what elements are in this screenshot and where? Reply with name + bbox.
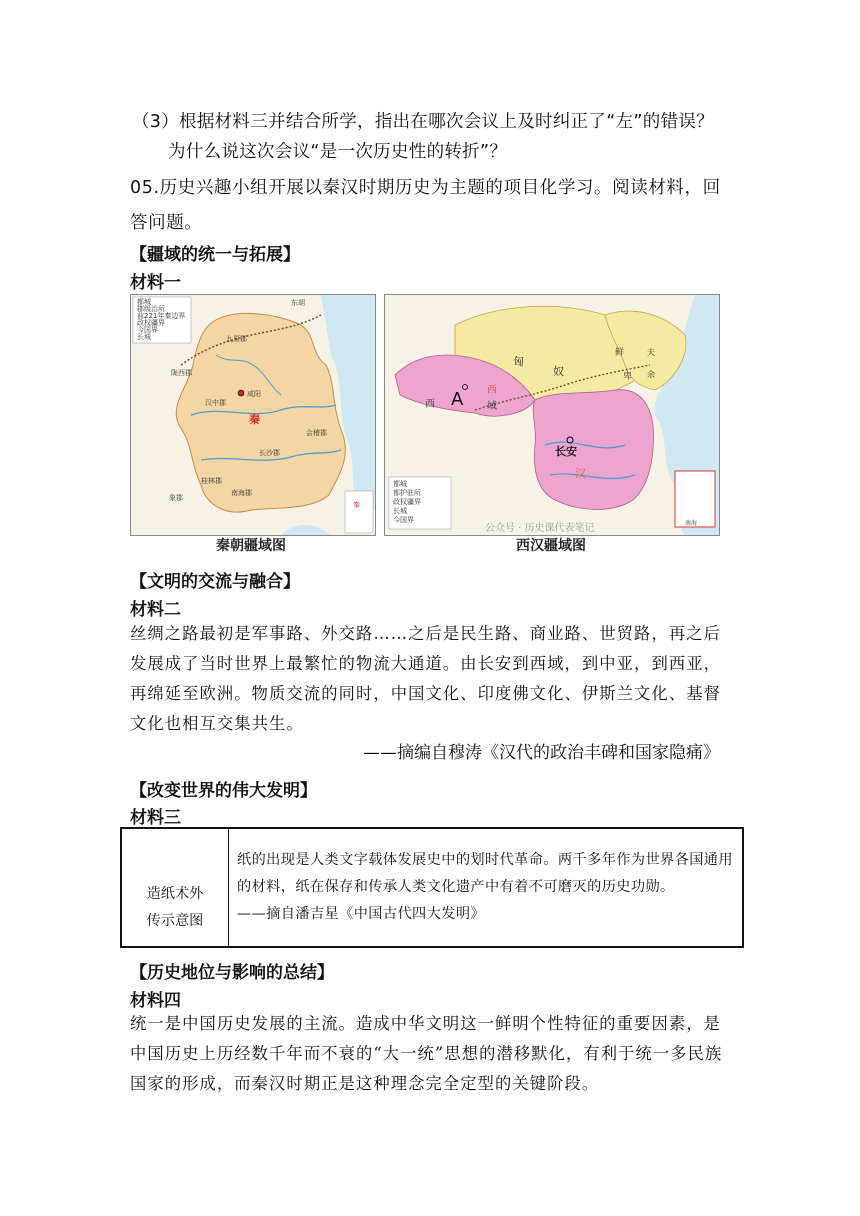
qin-map-caption: 秦朝疆域图	[216, 538, 286, 554]
papermaking-caption-line1: 造纸术外	[146, 885, 204, 902]
material-3-label: 材料三	[130, 808, 181, 828]
qin-legend-5: 长城	[137, 333, 151, 341]
han-inset-label: 南海	[685, 520, 698, 527]
section-title-exchange: 【文明的交流与融合】	[130, 572, 300, 592]
material-2-source: ——摘编自穆涛《汉代的政治丰碑和国家隐痛》	[363, 743, 720, 763]
han-map-caption: 西汉疆域图	[516, 538, 586, 554]
han-label-changan: 长安	[555, 445, 577, 458]
papermaking-diagram-cell	[121, 828, 229, 947]
qin-label-qin: 秦	[249, 413, 260, 426]
section-title-territory: 【疆域的统一与拓展】	[130, 245, 300, 265]
qin-legend-4: 今国界	[137, 326, 158, 334]
material-3-table	[120, 827, 744, 948]
han-label-han: 汉	[575, 467, 586, 480]
material-3-text-cell	[229, 828, 744, 947]
qin-legend-3: 政权疆界	[137, 319, 165, 327]
han-legend-3: 长城	[393, 507, 407, 515]
question-5-line1: 05.历史兴趣小组开展以秦汉时期历史为主题的项目化学习。阅读材料，回	[130, 178, 721, 198]
qin-label-nanhai: 南海郡	[231, 489, 252, 497]
han-label-fuyu-2: 余	[647, 370, 655, 379]
western-han-map	[384, 294, 720, 536]
qin-label-changsha: 长沙郡	[259, 449, 280, 457]
qin-label-kuaiji: 会稽郡	[306, 429, 327, 437]
material-3-text: 纸的出现是人类文字载体发展史中的划时代革命。两千多年作为世界各国通用的材料，纸在保存和传承人类文化遗产中有着不可磨灭的历史功勋。	[237, 852, 733, 895]
qin-legend-0: 都城	[137, 298, 151, 306]
qin-label-jiuyuan: 九原郡	[226, 335, 247, 343]
han-label-a: A	[451, 389, 464, 410]
han-legend-1: 都护驻所	[393, 489, 421, 497]
han-label-xi2: 西	[487, 385, 497, 396]
han-label-yu: 域	[487, 401, 497, 412]
qin-label-xianyang: 咸阳	[247, 390, 261, 398]
material-1-label: 材料一	[130, 273, 181, 293]
han-label-xiongnu-2: 奴	[553, 365, 564, 378]
qin-legend-2: 前221年秦边界	[137, 312, 186, 320]
material-4-label: 材料四	[130, 991, 181, 1011]
section-title-inventions: 【改变世界的伟大发明】	[130, 781, 317, 801]
han-label-xiongnu-1: 匈	[513, 355, 524, 368]
qin-inset-label: 秦	[353, 501, 360, 509]
qin-label-longxi: 陇西郡	[171, 369, 192, 377]
qin-map-drawing	[131, 295, 375, 535]
question-3-line2: 为什么说这次会议“是一次历史性的转折”？	[168, 142, 508, 162]
han-legend-0: 都城	[393, 480, 407, 488]
han-label-xianbei-1: 鲜	[615, 348, 625, 358]
section-title-summary: 【历史地位与影响的总结】	[130, 963, 334, 983]
qin-label-east-hu: 东胡	[291, 299, 305, 307]
question-5-line2: 答问题。	[130, 213, 203, 233]
qin-legend-1: 郡级治所	[137, 305, 165, 313]
material-3-source: ——摘自潘吉星《中国古代四大发明》	[237, 906, 485, 922]
qin-label-hanzhong: 汉中郡	[205, 399, 226, 407]
qin-label-guilin: 桂林郡	[201, 477, 222, 485]
question-3-line1: （3）根据材料三并结合所学，指出在哪次会议上及时纠正了“左”的错误？	[132, 112, 714, 132]
qin-map	[130, 294, 376, 536]
han-legend-4: 今国界	[393, 516, 414, 524]
han-legend-2: 政权疆界	[393, 498, 421, 506]
material-2-text: 丝绸之路最初是军事路、外交路……之后是民生路、商业路、世贸路，再之后发展成了当时世界上最繁忙的物流大通道。由长安到西域，到中亚，到西亚，再绵延至欧洲。物质交流的同时，中国文化、印度佛文化、伊斯兰文化、基督文化也相互交集共生。	[130, 624, 721, 733]
han-label-xianbei-2: 卑	[623, 372, 633, 382]
qin-label-xiang: 象郡	[169, 494, 183, 502]
papermaking-caption-line2: 传示意图	[146, 912, 204, 929]
material-2-label: 材料二	[130, 600, 181, 620]
han-label-west: 西	[425, 399, 435, 410]
han-map-drawing	[385, 295, 719, 535]
han-watermark: 公众号 · 历史课代表笔记	[485, 523, 595, 534]
material-4-text: 统一是中国历史发展的主流。造成中华文明这一鲜明个性特征的重要因素，是中国历史上历经数千年而不衰的“大一统”思想的潜移默化，有利于统一多民族国家的形成，而秦汉时期正是这种理念完全定型的关键阶段。	[130, 1014, 723, 1093]
han-label-fuyu-1: 夫	[647, 348, 655, 357]
